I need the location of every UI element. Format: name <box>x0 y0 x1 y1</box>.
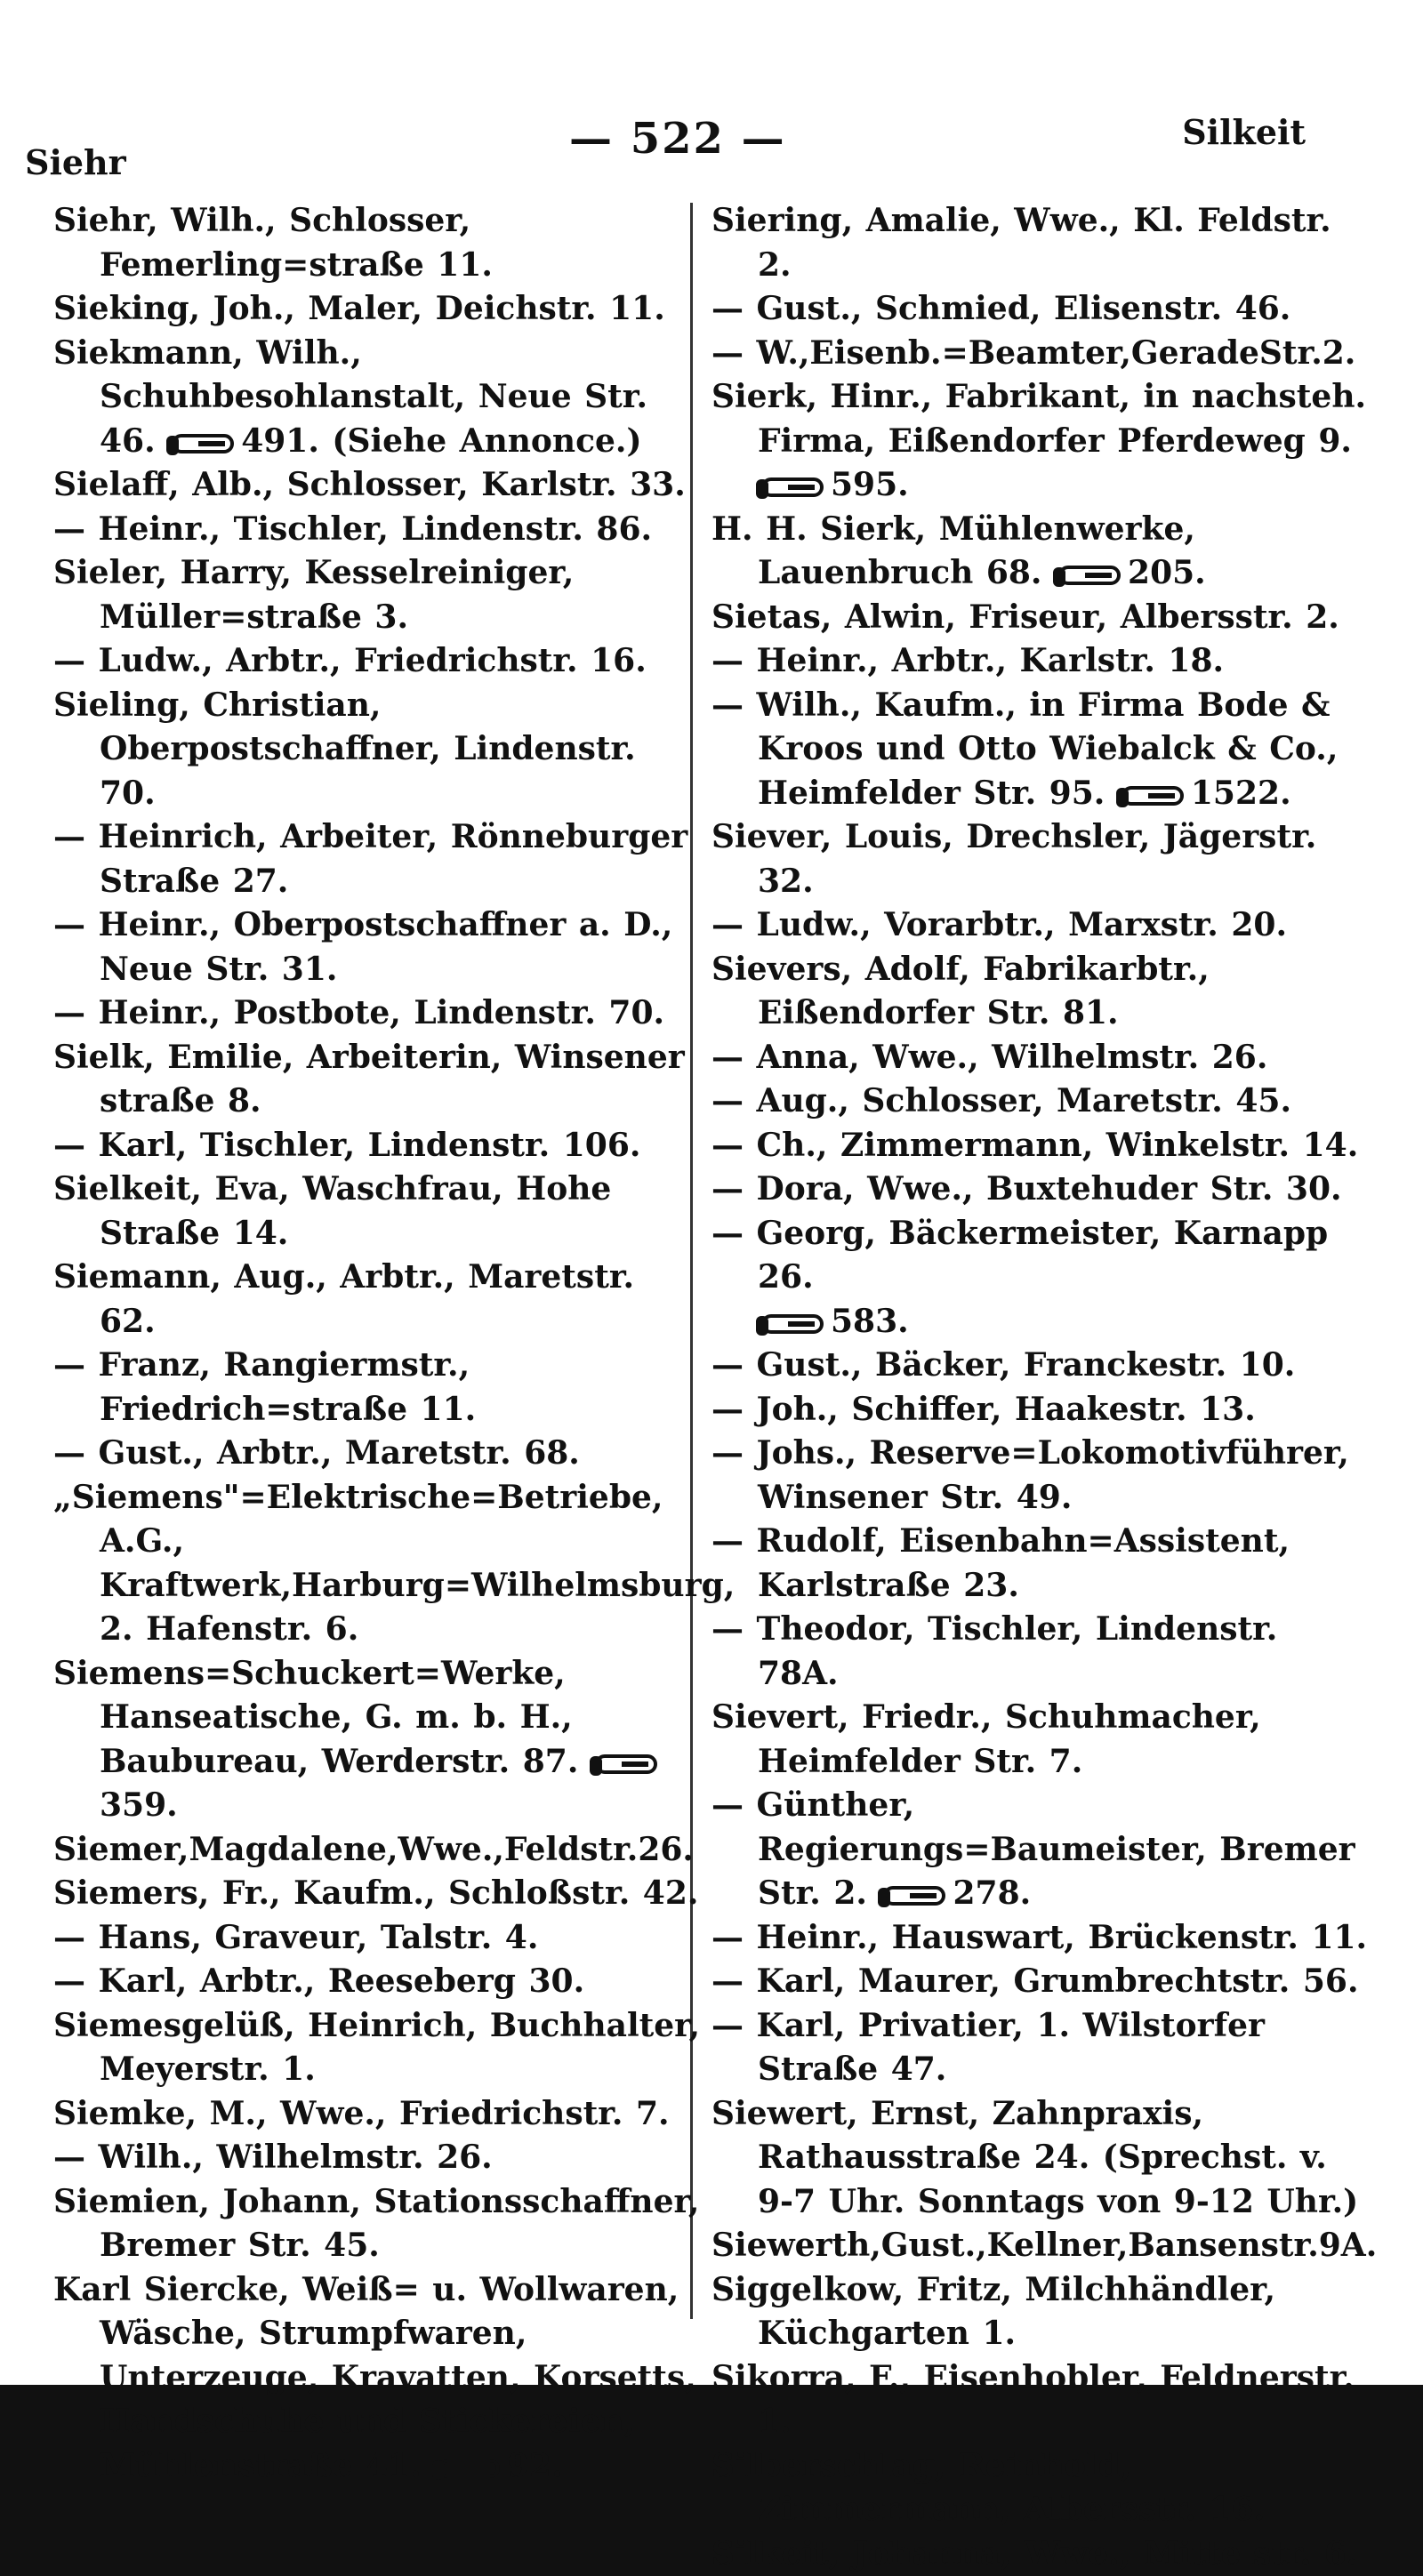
directory-entry <box>712 1079 1370 1124</box>
directory-entry <box>712 508 1370 596</box>
entry-text: — Joh., Schiffer, Haakestr. 13. <box>712 1391 1256 1428</box>
entry-text: — Heinr., Hauswart, Brückenstr. 11. <box>712 1919 1367 1956</box>
entry-text: Siewerth,Gust.,Kellner,Bansenstr.9A. <box>712 2227 1377 2264</box>
right-column <box>712 199 1370 2576</box>
entry-text: — Franz, Rangiermstr., Friedrich=straße 11. <box>53 1346 476 1428</box>
directory-entry <box>712 1168 1370 1212</box>
entry-text: Sielkeit, Eva, Waschfrau, Hohe Straße 14. <box>53 1170 611 1252</box>
directory-entry <box>53 1168 703 1256</box>
running-head-left: Siehr <box>25 142 126 182</box>
entry-text: Siekmann, Wilh., Schuhbesohlanstalt, Neue Str. 46. <box>53 334 647 460</box>
phone-number: 491. <box>241 422 319 460</box>
telephone-icon <box>883 1886 945 1906</box>
telephone-icon <box>761 1314 824 1334</box>
entry-text: — Heinr., Postbote, Lindenstr. 70. <box>53 994 664 1031</box>
directory-entry <box>53 199 703 287</box>
entry-text: — Karl, Arbtr., Reeseberg 30. <box>53 1962 584 2000</box>
phone-number: 278. <box>953 1874 1031 1912</box>
directory-entry <box>53 287 703 332</box>
entry-text: Sieling, Christian, Oberpostschaffner, Lindenstr. 70. <box>53 686 636 812</box>
directory-entry <box>712 1036 1370 1080</box>
entry-text: Sievers, Adolf, Fabrikarbtr., Eißendorfer Str. 81. <box>712 951 1210 1032</box>
entry-text: — Wilh., Kaufm., in Firma Bode & Kroos und Otto Wiebalck & Co., Heimfelder Str. 95. <box>712 686 1338 812</box>
entry-text: Siemens=Schuckert=Werke, Hanseatische, G. m. b. H., Baubureau, Werderstr. 87. <box>53 1655 578 1780</box>
directory-entry <box>712 903 1370 948</box>
left-column <box>53 199 703 2488</box>
directory-entry <box>53 684 703 816</box>
entry-text: Sikorra, F., Eisenhobler, Feldnerstr. 1. <box>712 2359 1355 2441</box>
directory-entry <box>53 1872 703 1916</box>
phone-number: 1522. <box>1191 774 1291 812</box>
entry-text: — W.,Eisenb.=Beamter,GeradeStr.2. <box>712 334 1355 372</box>
entry-text: Sietas, Alwin, Friseur, Albersstr. 2. <box>712 598 1339 636</box>
telephone-icon <box>1058 566 1121 585</box>
directory-entry <box>53 1432 703 1476</box>
phone-number: 359. <box>100 1786 178 1824</box>
entry-text: — Heinr., Tischler, Lindenstr. 86. <box>53 510 652 548</box>
entry-text: — Dora, Wwe., Buxtehuder Str. 30. <box>712 1170 1342 1208</box>
directory-entry <box>712 332 1370 376</box>
directory-entry <box>53 1124 703 1168</box>
entry-text: Siever, Louis, Drechsler, Jägerstr. 32. <box>712 818 1316 900</box>
entry-text: — Theodor, Tischler, Lindenstr. 78A. <box>712 1610 1277 1692</box>
directory-entry <box>53 1036 703 1124</box>
phone-number: 205. <box>1128 554 1206 591</box>
entry-text: — Heinr., Arbtr., Karlstr. 18. <box>712 642 1224 679</box>
entry-text: — Karl, Tischler, Lindenstr. 106. <box>53 1127 640 1164</box>
directory-entry <box>53 903 703 991</box>
entry-text: — Johs., Reserve=Lokomotivführer, Winsener Str. 49. <box>712 1434 1349 1516</box>
entry-text: — Ch., Zimmermann, Winkelstr. 14. <box>712 1127 1358 1164</box>
entry-text: Siewert, Ernst, Zahnpraxis, Rathausstraße 24. (Sprechst. v. 9-7 Uhr. Sonntags von 9-12 Uhr.) <box>712 2095 1358 2220</box>
directory-entry <box>712 1212 1370 1344</box>
entry-text: Silkeit, Johanna, Wwe., Mittelstr. 6. <box>712 2535 1357 2572</box>
directory-entry <box>712 639 1370 684</box>
directory-entry <box>53 1652 703 1828</box>
entry-text: — Heinr., Oberpostschaffner a. D., Neue Str. 31. <box>53 906 672 988</box>
entry-text: Siemien, Johann, Stationsschaffner, Bremer Str. 45. <box>53 2183 699 2265</box>
directory-entry <box>53 815 703 903</box>
entry-text: Siggelkow, Fritz, Milchhändler, Küchgarten 1. <box>712 2271 1275 2353</box>
entry-text: — Heinrich, Arbeiter, Rönneburger Straße 27. <box>53 818 687 900</box>
directory-entry <box>53 991 703 1036</box>
entry-text: Siering, Amalie, Wwe., Kl. Feldstr. 2. <box>712 202 1331 284</box>
entry-text: — Anna, Wwe., Wilhelmstr. 26. <box>712 1039 1267 1076</box>
phone-number: 583. <box>831 1303 909 1340</box>
directory-entry <box>712 815 1370 903</box>
directory-entry <box>712 2268 1370 2356</box>
directory-entry <box>712 1520 1370 1608</box>
directory-entry <box>712 596 1370 640</box>
directory-entry <box>712 1432 1370 1520</box>
entry-text: Sielk, Emilie, Arbeiterin, Winsener straße 8. <box>53 1039 685 1120</box>
telephone-icon <box>761 477 824 497</box>
directory-entry <box>712 199 1370 287</box>
directory-entry <box>712 2356 1370 2444</box>
directory-entry <box>712 2092 1370 2225</box>
directory-entry <box>53 2092 703 2137</box>
entry-text: Siemesgelüß, Heinrich, Buchhalter, Meyerstr. 1. <box>53 2007 700 2089</box>
directory-entry <box>712 1916 1370 1961</box>
directory-entry <box>712 375 1370 508</box>
directory-entry <box>712 1388 1370 1432</box>
phone-number: 595. <box>831 466 909 503</box>
directory-entry <box>53 1476 703 1652</box>
directory-entry <box>712 2224 1370 2268</box>
telephone-icon <box>595 1754 657 1774</box>
entry-text: Siehr, Wilh., Schlosser, Femerling=straße 11. <box>53 202 493 284</box>
entry-text: — Gust., Arbtr., Maretstr. 68. <box>53 1434 580 1472</box>
entry-text: Sierk, Hinr., Fabrikant, in nachsteh. Firma, Eißendorfer Pferdeweg 9. <box>712 378 1366 460</box>
directory-entry <box>53 1256 703 1344</box>
entry-text: — Wilh., Wilhelmstr. 26. <box>53 2139 493 2176</box>
directory-entry <box>712 1344 1370 1388</box>
entry-text: Sieking, Joh., Maler, Deichstr. 11. <box>53 290 665 327</box>
telephone-icon <box>438 2459 500 2478</box>
entry-text: — Georg, Bäckermeister, Karnapp 26. <box>712 1215 1328 1296</box>
directory-entry <box>53 2268 703 2489</box>
directory-entry <box>53 2136 703 2180</box>
entry-text: — Gust., Bäcker, Franckestr. 10. <box>712 1346 1295 1384</box>
entry-text: Sievert, Friedr., Schuhmacher, Heimfelder Str. 7. <box>712 1698 1261 1780</box>
directory-entry <box>712 1608 1370 1696</box>
entry-text: — Günther, Regierungs=Baumeister, Bremer Str. 2. <box>712 1786 1355 1912</box>
directory-entry <box>712 684 1370 816</box>
entry-text: — Ludw., Vorarbtr., Marxstr. 20. <box>712 906 1287 943</box>
directory-entry <box>53 1828 703 1873</box>
directory-entry <box>53 332 703 464</box>
entry-text: — Karl, Privatier, 1. Wilstorfer Straße 47. <box>712 2007 1265 2089</box>
phone-number: 92. <box>507 2447 563 2484</box>
telephone-icon <box>1122 786 1184 806</box>
entry-text: Siemers, Fr., Kaufm., Schloßstr. 42. <box>53 1874 698 1912</box>
directory-entry <box>712 1960 1370 2004</box>
entry-text: Siemann, Aug., Arbtr., Maretstr. 62. <box>53 1258 634 1340</box>
entry-text: — Rudolf, Eisenbahn=Assistent, Karlstraße 23. <box>712 1522 1290 1604</box>
directory-entry <box>712 1696 1370 1784</box>
directory-entry <box>53 508 703 552</box>
directory-entry <box>712 2444 1370 2532</box>
page-header <box>0 107 1423 187</box>
directory-entry <box>712 2532 1370 2576</box>
directory-entry <box>53 2004 703 2092</box>
entry-text: — Gust., Schmied, Elisenstr. 46. <box>712 290 1290 327</box>
directory-entry <box>712 1784 1370 1916</box>
entry-text: Silberschlag, Reinhold, Zimmermann, Albersstr. 16. <box>712 2447 1265 2529</box>
entry-text: „Siemens"=Elektrische=Betriebe, A.G., Kraftwerk,Harburg=Wilhelmsburg, 2. Hafenstr. 6. <box>53 1479 735 1649</box>
page-number: — 522 — <box>569 114 786 164</box>
directory-entry <box>53 551 703 639</box>
directory-entry <box>53 639 703 684</box>
directory-entry <box>53 1344 703 1432</box>
entry-text: — Ludw., Arbtr., Friedrichstr. 16. <box>53 642 647 679</box>
entry-text: Siemke, M., Wwe., Friedrichstr. 7. <box>53 2095 670 2132</box>
entry-text: — Karl, Maurer, Grumbrechtstr. 56. <box>712 1962 1359 2000</box>
telephone-icon <box>172 434 234 453</box>
entry-text: H. H. Sierk, Mühlenwerke, Lauenbruch 68. <box>712 510 1195 592</box>
directory-entry <box>53 1916 703 1961</box>
entry-note: (Siehe Annonce.) <box>319 422 642 460</box>
entry-text: Sielaff, Alb., Schlosser, Karlstr. 33. <box>53 466 686 503</box>
directory-entry <box>712 2004 1370 2092</box>
directory-entry <box>53 463 703 508</box>
entry-text: — Aug., Schlosser, Maretstr. 45. <box>712 1082 1291 1119</box>
directory-entry <box>712 1124 1370 1168</box>
directory-entry <box>53 1960 703 2004</box>
entry-text: Siemer,Magdalene,Wwe.,Feldstr.26. <box>53 1831 694 1868</box>
directory-entry <box>712 287 1370 332</box>
entry-text: Sieler, Harry, Kesselreiniger, Müller=straße 3. <box>53 554 574 636</box>
running-head-right: Silkeit <box>1182 112 1306 152</box>
directory-entry <box>712 948 1370 1036</box>
entry-text: Karl Siercke, Weiß= u. Wollwaren, Wäsche, Strumpfwaren, Unterzeuge, Kravatten, Korsetts, Handschuhe und Stickereien, Mühlenstraße 41. <box>53 2271 696 2484</box>
directory-entry <box>53 2180 703 2268</box>
entry-text: — Hans, Graveur, Talstr. 4. <box>53 1919 538 1956</box>
